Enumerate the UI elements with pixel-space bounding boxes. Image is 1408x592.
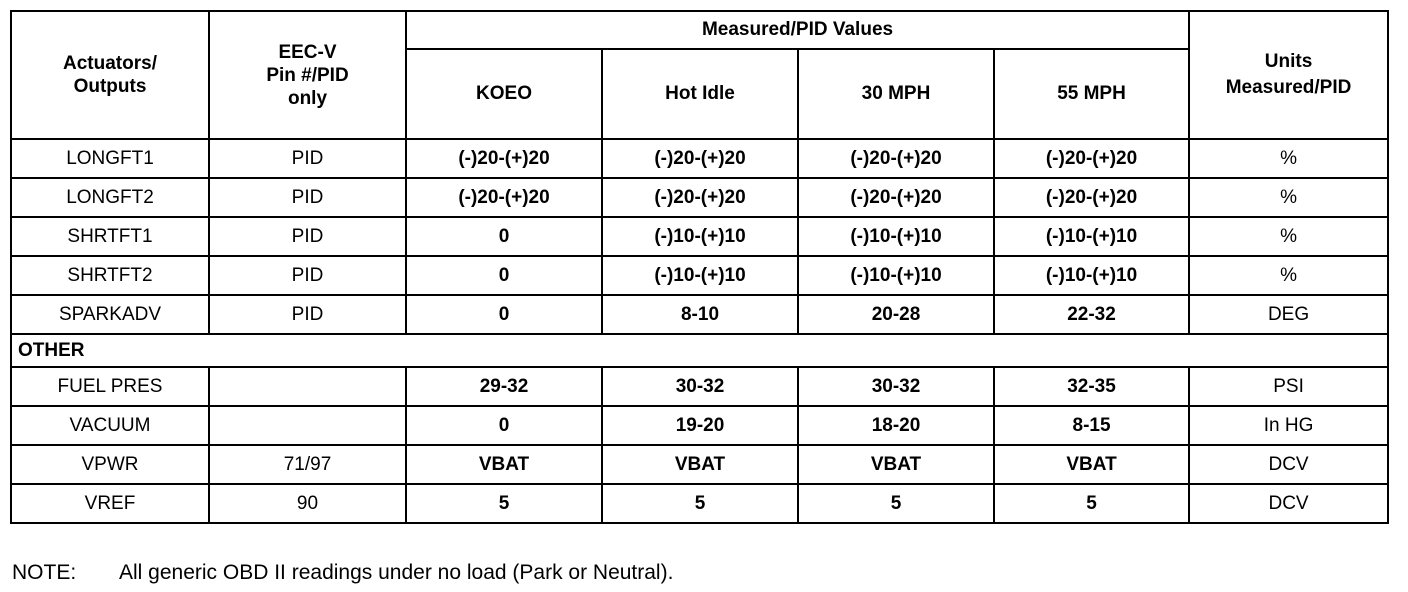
value-30-mph: (-)10-(+)10 (798, 217, 994, 256)
value-koeo: (-)20-(+)20 (406, 178, 602, 217)
value-30-mph: VBAT (798, 445, 994, 484)
row-units: In HG (1189, 406, 1388, 445)
section-label: OTHER (11, 334, 1388, 367)
value-30-mph: 5 (798, 484, 994, 523)
header-pin-line2: Pin #/PID (266, 64, 349, 86)
value-55-mph: (-)20-(+)20 (994, 139, 1189, 178)
section-row-other (11, 334, 1388, 367)
value-55-mph: 5 (994, 484, 1189, 523)
table-row (11, 295, 1388, 334)
row-units: % (1189, 178, 1388, 217)
table-row (11, 484, 1388, 523)
value-hot-idle: 5 (602, 484, 798, 523)
header-units-line1: Units (1264, 51, 1313, 72)
row-pin (209, 367, 406, 406)
row-name: VPWR (11, 445, 209, 484)
table-row (11, 445, 1388, 484)
header-30-mph: 30 MPH (798, 49, 994, 139)
value-hot-idle: (-)10-(+)10 (602, 256, 798, 295)
value-hot-idle: VBAT (602, 445, 798, 484)
value-hot-idle: (-)20-(+)20 (602, 178, 798, 217)
row-name: LONGFT1 (11, 139, 209, 178)
note-text: All generic OBD II readings under no load (Park or Neutral). (119, 561, 674, 584)
row-pin: PID (209, 295, 406, 334)
row-pin: PID (209, 217, 406, 256)
value-55-mph: 22-32 (994, 295, 1189, 334)
value-30-mph: 30-32 (798, 367, 994, 406)
value-hot-idle: 8-10 (602, 295, 798, 334)
value-koeo: VBAT (406, 445, 602, 484)
row-name: FUEL PRES (11, 367, 209, 406)
value-30-mph: (-)20-(+)20 (798, 139, 994, 178)
row-units: DCV (1189, 484, 1388, 523)
value-55-mph: (-)20-(+)20 (994, 178, 1189, 217)
header-actuators-outputs (11, 11, 209, 139)
value-30-mph: (-)20-(+)20 (798, 178, 994, 217)
row-pin (209, 406, 406, 445)
value-30-mph: (-)10-(+)10 (798, 256, 994, 295)
row-pin: 90 (209, 484, 406, 523)
value-55-mph: 8-15 (994, 406, 1189, 445)
value-hot-idle: (-)20-(+)20 (602, 139, 798, 178)
row-units: DCV (1189, 445, 1388, 484)
footnote (12, 561, 673, 585)
value-30-mph: 18-20 (798, 406, 994, 445)
table-row (11, 139, 1388, 178)
header-actuators-line2: Outputs (73, 76, 147, 97)
value-koeo: 0 (406, 256, 602, 295)
value-koeo: (-)20-(+)20 (406, 139, 602, 178)
value-30-mph: 20-28 (798, 295, 994, 334)
row-units: % (1189, 256, 1388, 295)
row-name: VREF (11, 484, 209, 523)
header-units (1189, 11, 1388, 139)
value-55-mph: (-)10-(+)10 (994, 217, 1189, 256)
header-pin-line1: EEC-V (278, 41, 337, 63)
row-units: % (1189, 139, 1388, 178)
value-55-mph: 32-35 (994, 367, 1189, 406)
row-name: SHRTFT1 (11, 217, 209, 256)
value-hot-idle: (-)10-(+)10 (602, 217, 798, 256)
table-row (11, 217, 1388, 256)
row-name: SHRTFT2 (11, 256, 209, 295)
value-55-mph: VBAT (994, 445, 1189, 484)
row-pin: PID (209, 178, 406, 217)
value-koeo: 5 (406, 484, 602, 523)
value-koeo: 29-32 (406, 367, 602, 406)
row-units: PSI (1189, 367, 1388, 406)
value-koeo: 0 (406, 406, 602, 445)
row-name: SPARKADV (11, 295, 209, 334)
table-row (11, 256, 1388, 295)
header-units-line2: Measured/PID (1225, 77, 1352, 98)
row-name: LONGFT2 (11, 178, 209, 217)
header-pin-line3: only (287, 87, 328, 109)
header-koeo: KOEO (406, 49, 602, 139)
pid-values-table (10, 10, 1389, 524)
table-row (11, 406, 1388, 445)
value-hot-idle: 19-20 (602, 406, 798, 445)
value-hot-idle: 30-32 (602, 367, 798, 406)
row-pin: 71/97 (209, 445, 406, 484)
row-pin: PID (209, 139, 406, 178)
row-name: VACUUM (11, 406, 209, 445)
header-eec-pin (209, 11, 406, 139)
header-hot-idle: Hot Idle (602, 49, 798, 139)
header-actuators-line1: Actuators/ (63, 53, 157, 74)
header-measured-pid-values: Measured/PID Values (406, 11, 1189, 49)
table-row (11, 178, 1388, 217)
value-koeo: 0 (406, 295, 602, 334)
value-55-mph: (-)10-(+)10 (994, 256, 1189, 295)
value-koeo: 0 (406, 217, 602, 256)
note-label: NOTE: (12, 561, 77, 584)
row-pin: PID (209, 256, 406, 295)
row-units: DEG (1189, 295, 1388, 334)
row-units: % (1189, 217, 1388, 256)
table-row (11, 367, 1388, 406)
header-55-mph: 55 MPH (994, 49, 1189, 139)
